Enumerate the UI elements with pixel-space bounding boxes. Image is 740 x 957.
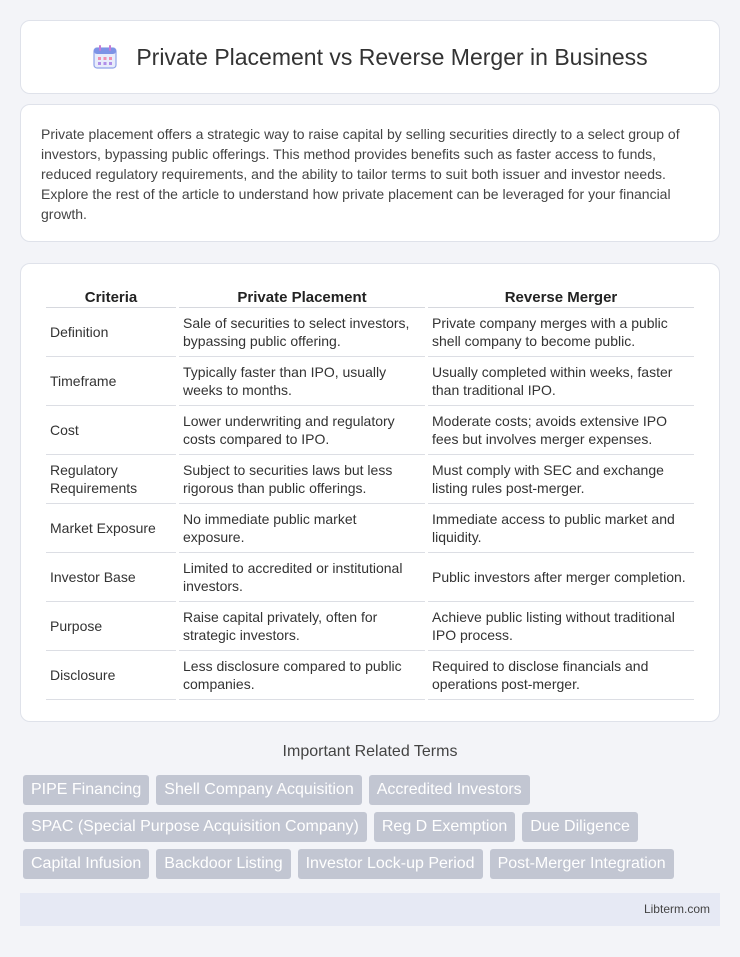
related-term-tag[interactable]: Shell Company Acquisition <box>156 775 361 805</box>
reverse-merger-cell: Private company merges with a public shell company to become public. <box>428 308 694 357</box>
reverse-merger-cell: Must comply with SEC and exchange listing rules post-merger. <box>428 455 694 504</box>
related-term-tag[interactable]: Backdoor Listing <box>156 849 290 879</box>
related-term-tag[interactable]: Investor Lock-up Period <box>298 849 483 879</box>
related-term-tag[interactable]: Reg D Exemption <box>374 812 515 842</box>
reverse-merger-cell: Usually completed within weeks, faster than traditional IPO. <box>428 357 694 406</box>
criteria-cell: Timeframe <box>46 357 176 406</box>
related-term-tag[interactable]: Capital Infusion <box>23 849 149 879</box>
page-title: Private Placement vs Reverse Merger in Business <box>136 43 648 70</box>
column-header-reverse-merger: Reverse Merger <box>428 282 694 308</box>
header-card <box>20 20 720 94</box>
table-row <box>46 406 694 455</box>
comparison-table <box>43 282 697 700</box>
reverse-merger-cell: Public investors after merger completion. <box>428 553 694 602</box>
criteria-cell: Market Exposure <box>46 504 176 553</box>
footer-site-link[interactable]: Libterm.com <box>643 902 710 916</box>
column-header-criteria: Criteria <box>46 282 176 308</box>
table-row <box>46 651 694 700</box>
table-row <box>46 308 694 357</box>
criteria-cell: Cost <box>46 406 176 455</box>
criteria-cell: Disclosure <box>46 651 176 700</box>
reverse-merger-cell: Moderate costs; avoids extensive IPO fees but involves merger expenses. <box>428 406 694 455</box>
private-placement-cell: No immediate public market exposure. <box>179 504 425 553</box>
related-terms-title: Important Related Terms <box>282 743 458 760</box>
intro-card <box>20 104 720 242</box>
table-row <box>46 455 694 504</box>
private-placement-cell: Raise capital privately, often for strategic investors. <box>179 602 425 651</box>
related-term-tag[interactable]: Accredited Investors <box>369 775 530 805</box>
comparison-table-card <box>20 263 720 722</box>
criteria-cell: Purpose <box>46 602 176 651</box>
criteria-cell: Investor Base <box>46 553 176 602</box>
private-placement-cell: Limited to accredited or institutional investors. <box>179 553 425 602</box>
calendar-icon <box>92 44 118 70</box>
tag-row <box>23 812 723 842</box>
table-row <box>46 553 694 602</box>
footer <box>20 893 720 926</box>
table-row <box>46 504 694 553</box>
criteria-cell: Definition <box>46 308 176 357</box>
private-placement-cell: Sale of securities to select investors, bypassing public offering. <box>179 308 425 357</box>
related-term-tag[interactable]: Post-Merger Integration <box>490 849 674 879</box>
related-term-tag[interactable]: PIPE Financing <box>23 775 149 805</box>
intro-text: Private placement offers a strategic way to raise capital by selling securities directly to a select group of investors, bypassing public offerings. This method provides benefits such as faster access to funds, reduced regulatory requirements, and the ability to tailor terms to suit both issuer and investor needs. Explore the rest of the article to understand how private placement can be leveraged for your financial growth. <box>41 126 680 222</box>
reverse-merger-cell: Immediate access to public market and liquidity. <box>428 504 694 553</box>
tag-row <box>23 849 723 879</box>
private-placement-cell: Subject to securities laws but less rigorous than public offerings. <box>179 455 425 504</box>
column-header-private-placement: Private Placement <box>179 282 425 308</box>
related-terms-list <box>23 775 723 886</box>
private-placement-cell: Lower underwriting and regulatory costs compared to IPO. <box>179 406 425 455</box>
table-row <box>46 357 694 406</box>
reverse-merger-cell: Required to disclose financials and operations post-merger. <box>428 651 694 700</box>
private-placement-cell: Less disclosure compared to public companies. <box>179 651 425 700</box>
related-term-tag[interactable]: SPAC (Special Purpose Acquisition Company) <box>23 812 367 842</box>
table-header-row <box>46 282 694 308</box>
private-placement-cell: Typically faster than IPO, usually weeks to months. <box>179 357 425 406</box>
tag-row <box>23 775 723 805</box>
table-row <box>46 602 694 651</box>
criteria-cell: Regulatory Requirements <box>46 455 176 504</box>
reverse-merger-cell: Achieve public listing without traditional IPO process. <box>428 602 694 651</box>
related-term-tag[interactable]: Due Diligence <box>522 812 638 842</box>
